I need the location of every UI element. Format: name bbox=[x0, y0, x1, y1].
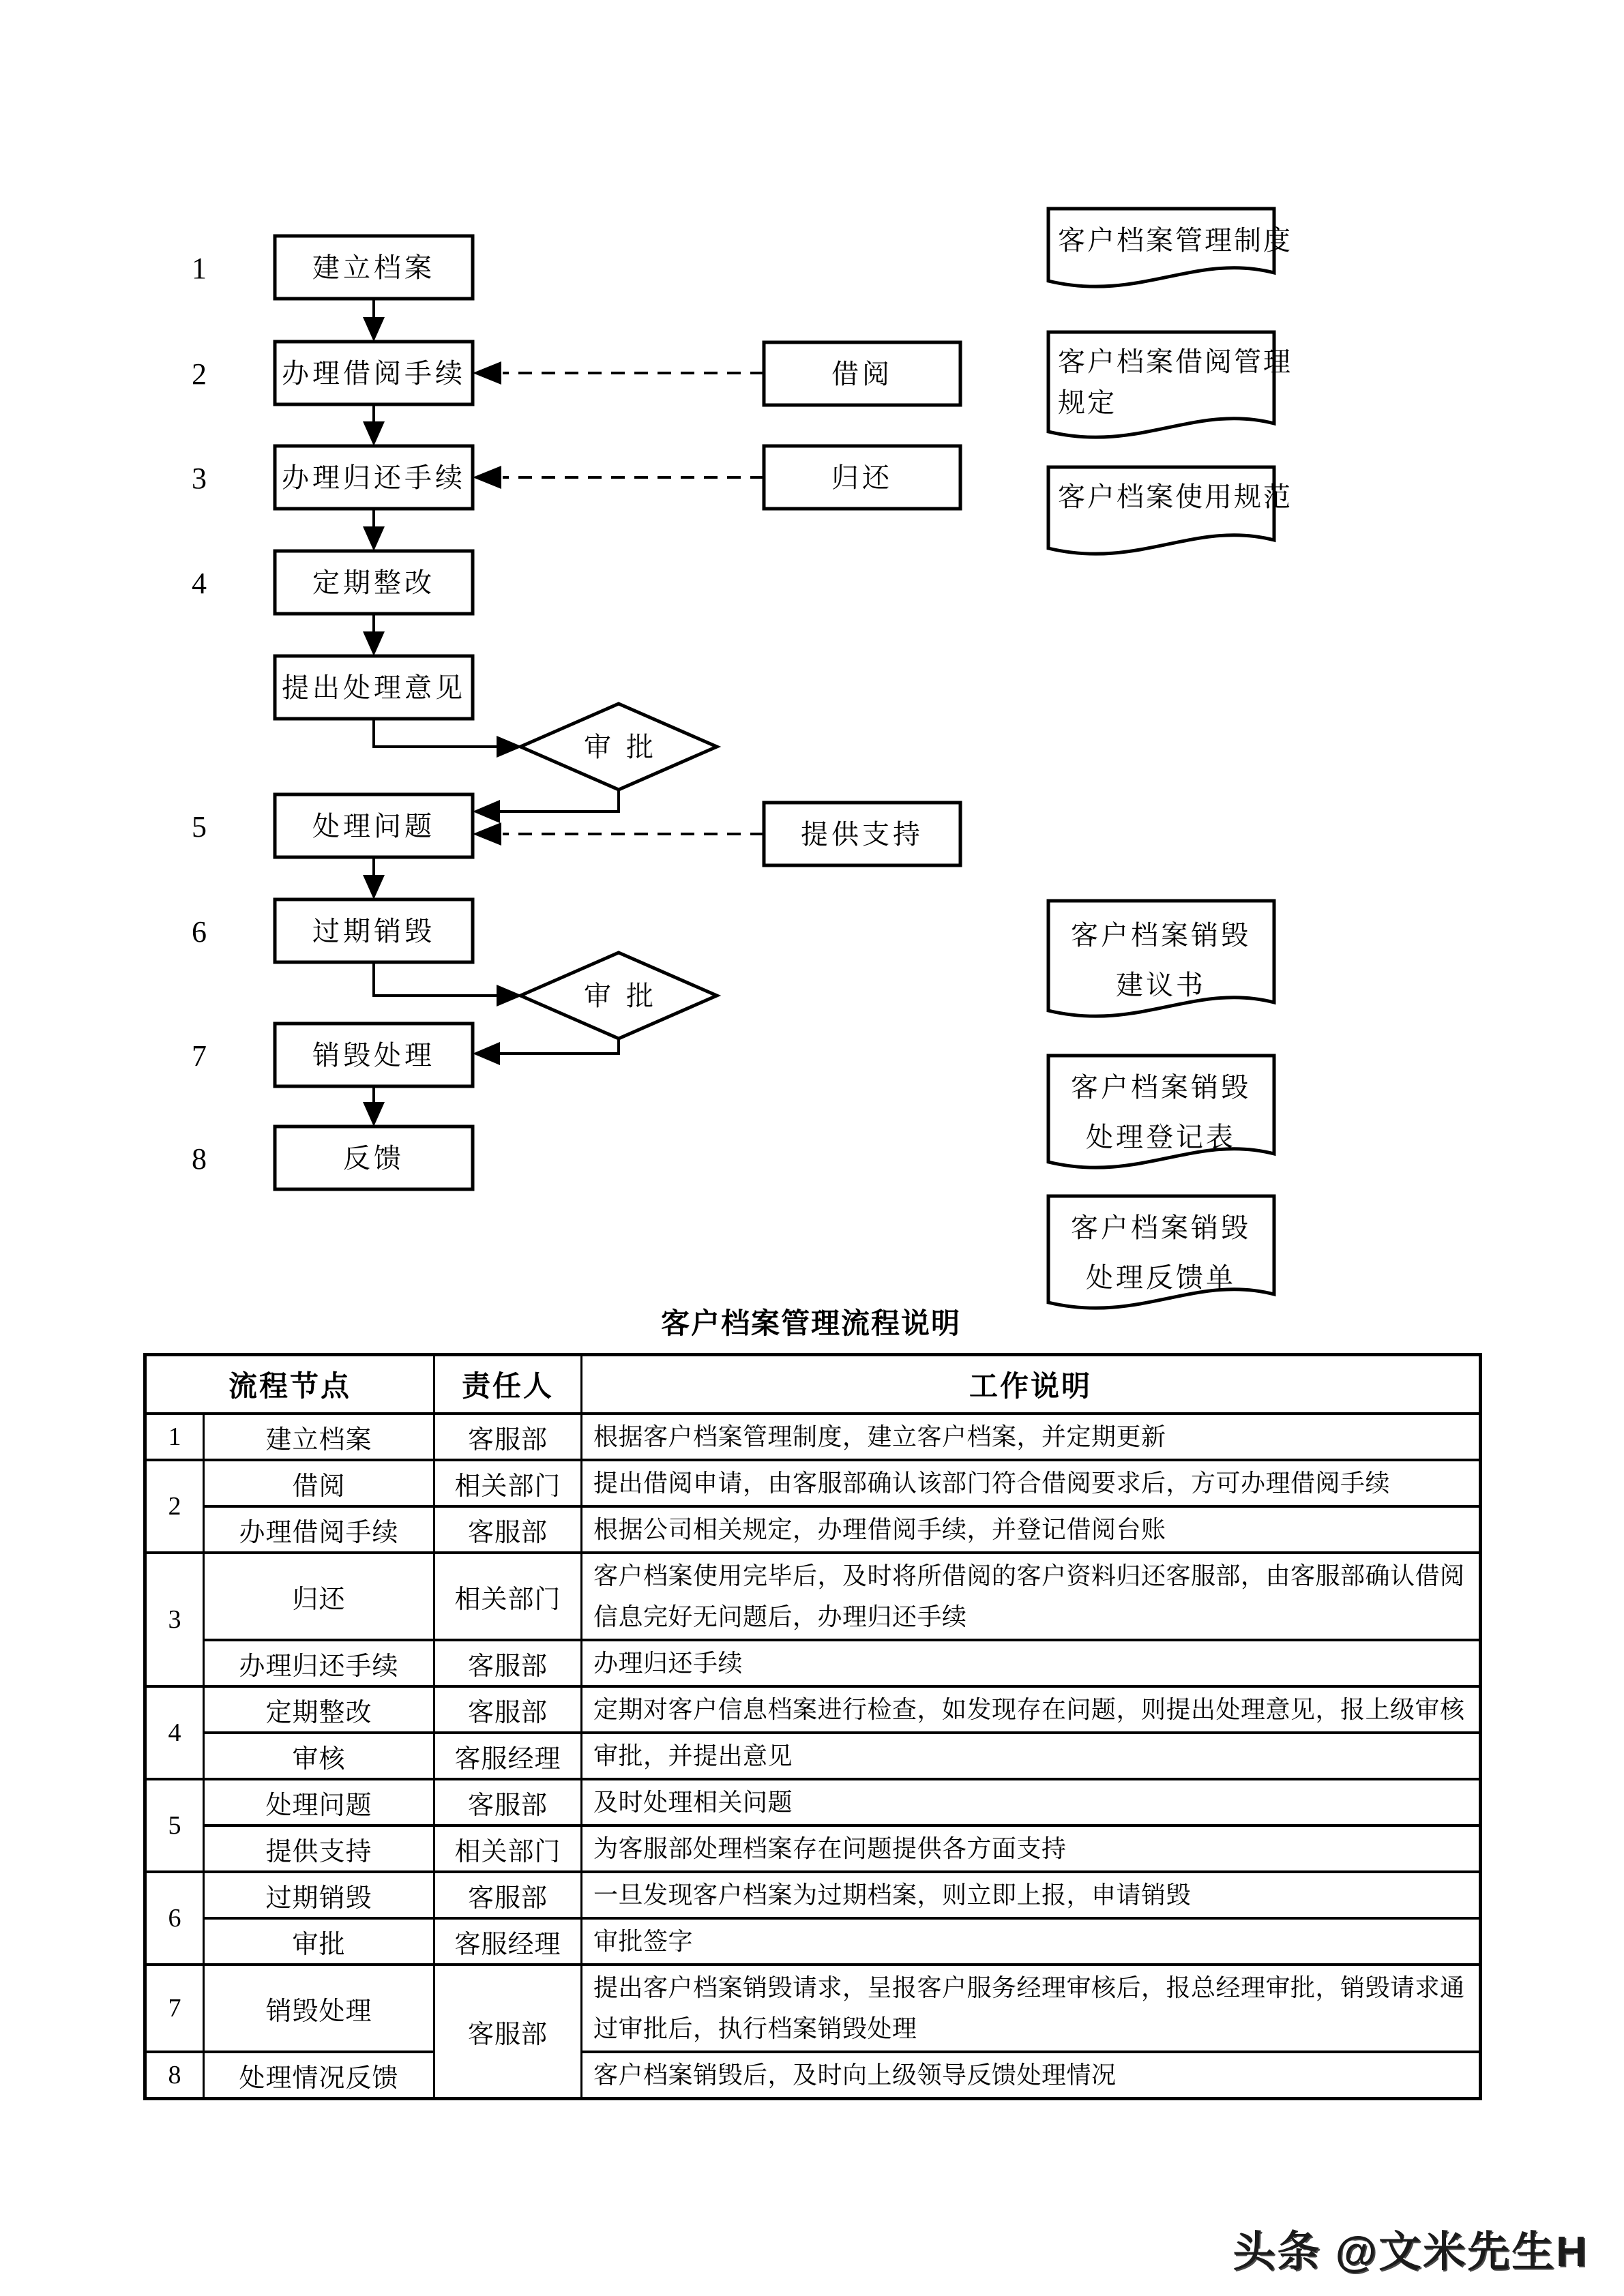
flow-step-label: 办理借阅手续 bbox=[282, 358, 466, 389]
cell-step-number: 3 bbox=[145, 1553, 204, 1686]
table-row bbox=[145, 1460, 1481, 1506]
side-box-label: 借阅 bbox=[831, 359, 893, 389]
cell-responsible: 客服部 bbox=[434, 1965, 582, 2099]
side-box-label: 归还 bbox=[831, 462, 893, 493]
cell-node: 处理情况反馈 bbox=[204, 2052, 434, 2099]
table-row bbox=[145, 2052, 1481, 2099]
cell-node: 销毁处理 bbox=[204, 1965, 434, 2052]
table-header-row bbox=[145, 1355, 1481, 1414]
decision-approve-1 bbox=[520, 704, 717, 790]
table-row bbox=[145, 1553, 1481, 1640]
cell-responsible: 相关部门 bbox=[434, 1825, 582, 1872]
cell-step-number: 5 bbox=[145, 1779, 204, 1872]
cell-node: 定期整改 bbox=[204, 1686, 434, 1733]
cell-step-number: 2 bbox=[145, 1460, 204, 1553]
flow-step-propose-opinion bbox=[275, 656, 473, 719]
cell-node: 借阅 bbox=[204, 1460, 434, 1506]
cell-responsible: 客服部 bbox=[434, 1414, 582, 1460]
decision-label: 审批 bbox=[584, 732, 668, 762]
step-number-4: 4 bbox=[192, 567, 207, 600]
column-header-responsible: 责任人 bbox=[434, 1355, 582, 1414]
flow-step-feedback bbox=[275, 1127, 473, 1189]
cell-responsible: 客服部 bbox=[434, 1640, 582, 1686]
cell-description: 定期对客户信息档案进行检查，如发现存在问题，则提出处理意见，报上级审核 bbox=[582, 1686, 1481, 1733]
document-label: 客户档案管理制度 bbox=[1058, 225, 1293, 256]
cell-responsible: 客服经理 bbox=[434, 1918, 582, 1965]
document-label: 建议书 bbox=[1116, 970, 1206, 1000]
flow-step-handle-problem bbox=[275, 794, 473, 857]
cell-step-number: 6 bbox=[145, 1872, 204, 1965]
cell-node: 提供支持 bbox=[204, 1825, 434, 1872]
flow-step-establish-archive bbox=[275, 236, 473, 299]
document-mgmt-system bbox=[1048, 209, 1293, 286]
flow-step-expired-destroy bbox=[275, 899, 473, 962]
cell-description: 客户档案使用完毕后，及时将所借阅的客户资料归还客服部，由客服部确认借阅信息完好无问题后，办理归还手续 bbox=[582, 1553, 1481, 1640]
flow-step-label: 反馈 bbox=[343, 1143, 404, 1174]
column-header-description: 工作说明 bbox=[582, 1355, 1481, 1414]
cell-responsible: 客服部 bbox=[434, 1779, 582, 1825]
flow-step-periodic-rectify bbox=[275, 551, 473, 614]
cell-responsible: 客服部 bbox=[434, 1506, 582, 1553]
cell-node: 建立档案 bbox=[204, 1414, 434, 1460]
document-destroy-feedback bbox=[1048, 1196, 1274, 1308]
step-number-7: 7 bbox=[192, 1039, 207, 1073]
cell-description: 及时处理相关问题 bbox=[582, 1779, 1481, 1825]
table-row bbox=[145, 1918, 1481, 1965]
flow-step-label: 处理问题 bbox=[312, 811, 435, 841]
document-label: 客户档案借阅管理 bbox=[1058, 346, 1293, 377]
cell-node: 审批 bbox=[204, 1918, 434, 1965]
cell-description: 审批签字 bbox=[582, 1918, 1481, 1965]
table-title: 客户档案管理流程说明 bbox=[660, 1309, 961, 1340]
document-borrow-rules bbox=[1048, 332, 1293, 437]
cell-step-number: 4 bbox=[145, 1686, 204, 1779]
flow-step-label: 办理归还手续 bbox=[282, 462, 466, 493]
flow-step-label: 过期销毁 bbox=[312, 916, 435, 946]
cell-description: 客户档案销毁后，及时向上级领导反馈处理情况 bbox=[582, 2052, 1481, 2099]
watermark: 头条 @文米先生H bbox=[1232, 2228, 1589, 2276]
table-row bbox=[145, 1965, 1481, 2052]
cell-step-number: 8 bbox=[145, 2052, 204, 2099]
cell-description: 办理归还手续 bbox=[582, 1640, 1481, 1686]
document-label: 客户档案使用规范 bbox=[1058, 481, 1293, 512]
cell-description: 为客服部处理档案存在问题提供各方面支持 bbox=[582, 1825, 1481, 1872]
step-number-2: 2 bbox=[192, 357, 207, 391]
cell-node: 办理借阅手续 bbox=[204, 1506, 434, 1553]
cell-node: 归还 bbox=[204, 1553, 434, 1640]
cell-node: 处理问题 bbox=[204, 1779, 434, 1825]
table-row bbox=[145, 1733, 1481, 1779]
step-number-8: 8 bbox=[192, 1142, 207, 1176]
cell-description: 审批，并提出意见 bbox=[582, 1733, 1481, 1779]
side-box-label: 提供支持 bbox=[801, 819, 924, 850]
cell-description: 提出借阅申请，由客服部确认该部门符合借阅要求后，方可办理借阅手续 bbox=[582, 1460, 1481, 1506]
cell-description: 根据客户档案管理制度，建立客户档案，并定期更新 bbox=[582, 1414, 1481, 1460]
step-number-1: 1 bbox=[192, 252, 207, 285]
side-box-borrow bbox=[764, 342, 960, 405]
cell-description: 根据公司相关规定，办理借阅手续，并登记借阅台账 bbox=[582, 1506, 1481, 1553]
flow-step-label: 定期整改 bbox=[312, 567, 435, 598]
table-row bbox=[145, 1506, 1481, 1553]
table-row bbox=[145, 1825, 1481, 1872]
column-header-node: 流程节点 bbox=[145, 1355, 434, 1414]
cell-node: 过期销毁 bbox=[204, 1872, 434, 1918]
cell-responsible: 客服部 bbox=[434, 1686, 582, 1733]
cell-node: 办理归还手续 bbox=[204, 1640, 434, 1686]
side-box-return bbox=[764, 446, 960, 509]
flow-step-destroy-handle bbox=[275, 1024, 473, 1086]
document-label: 处理登记表 bbox=[1086, 1122, 1236, 1152]
flow-step-label: 销毁处理 bbox=[312, 1040, 435, 1071]
cell-responsible: 客服部 bbox=[434, 1872, 582, 1918]
cell-responsible: 客服经理 bbox=[434, 1733, 582, 1779]
document-label: 客户档案销毁 bbox=[1071, 1072, 1251, 1103]
document-label: 客户档案销毁 bbox=[1071, 1212, 1251, 1243]
document-destroy-proposal bbox=[1048, 901, 1274, 1016]
step-number-6: 6 bbox=[192, 915, 207, 949]
table-row bbox=[145, 1872, 1481, 1918]
table-row bbox=[145, 1779, 1481, 1825]
flow-step-label: 提出处理意见 bbox=[282, 672, 466, 703]
document-label: 规定 bbox=[1058, 387, 1117, 418]
document-destroy-register bbox=[1048, 1056, 1274, 1167]
cell-description: 一旦发现客户档案为过期档案，则立即上报，申请销毁 bbox=[582, 1872, 1481, 1918]
document-label: 客户档案销毁 bbox=[1071, 920, 1251, 951]
table-row bbox=[145, 1640, 1481, 1686]
document-label: 处理反馈单 bbox=[1086, 1262, 1236, 1293]
cell-step-number: 1 bbox=[145, 1414, 204, 1460]
cell-responsible: 相关部门 bbox=[434, 1553, 582, 1640]
decision-approve-2 bbox=[520, 953, 717, 1039]
step-number-3: 3 bbox=[192, 462, 207, 495]
cell-node: 审核 bbox=[204, 1733, 434, 1779]
process-table bbox=[143, 1353, 1482, 2100]
table-row bbox=[145, 1686, 1481, 1733]
side-box-support bbox=[764, 803, 960, 865]
step-number-5: 5 bbox=[192, 810, 207, 844]
decision-label: 审批 bbox=[584, 981, 668, 1011]
cell-step-number: 7 bbox=[145, 1965, 204, 2052]
document-usage-standard bbox=[1048, 467, 1293, 554]
flow-step-label: 建立档案 bbox=[312, 252, 435, 283]
cell-responsible: 相关部门 bbox=[434, 1460, 582, 1506]
flow-step-borrow-procedure bbox=[275, 342, 473, 404]
flow-step-return-procedure bbox=[275, 446, 473, 509]
table-row bbox=[145, 1414, 1481, 1460]
cell-description: 提出客户档案销毁请求，呈报客户服务经理审核后，报总经理审批，销毁请求通过审批后，执行档案销毁处理 bbox=[582, 1965, 1481, 2052]
